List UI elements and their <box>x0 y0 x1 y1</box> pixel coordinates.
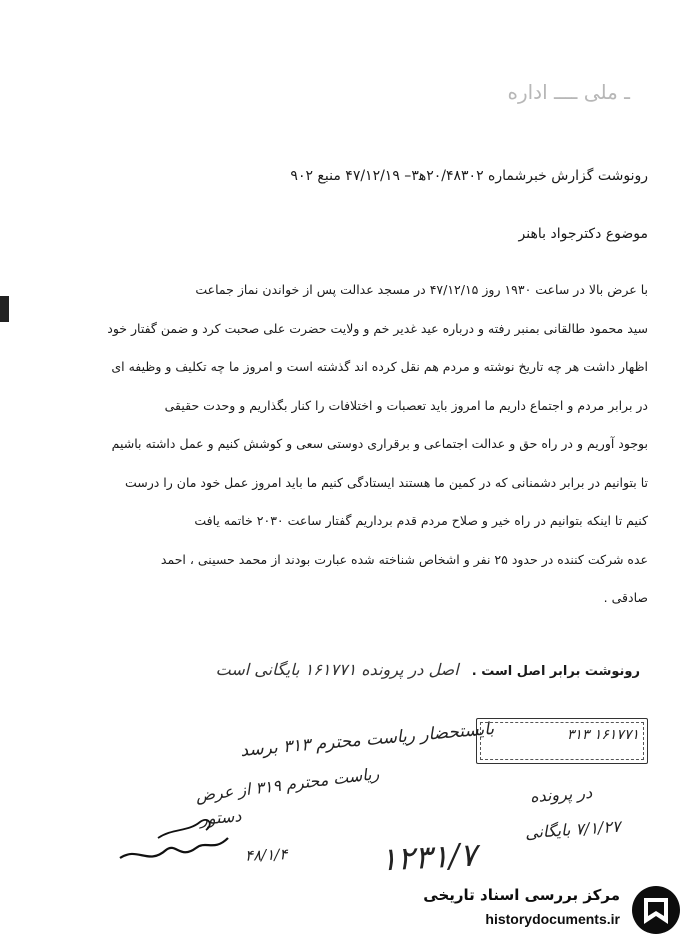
body-line: عده شرکت کننده در حدود ۲۵ نفر و اشخاص شناخته شده عبارت بودند از محمد حسینی ، احمد <box>160 551 648 567</box>
archive-org-name: مرکز بررسی اسناد تاریخی <box>423 886 620 904</box>
page-edge-mark <box>0 290 14 330</box>
body-line: در برابر مردم و اجتماع داریم ما امروز باید تعصبات و اختلافات را کنار بگذاریم و وحدت حقیقی <box>164 397 648 413</box>
body-line: صادقی . <box>603 590 648 605</box>
handwritten-note: ریاست محترم ۳۱۹ از عرض <box>194 763 381 806</box>
handwritten-note: دستور <box>199 806 243 829</box>
archive-website: historydocuments.ir <box>485 911 620 927</box>
handwritten-note: بایستحضار ریاست محترم ۳۱۳ برسد <box>239 718 495 762</box>
body-line: سید محمود طالقانی بمنبر رفته و درباره عید غدیر خم و ولایت حضرت علی صحبت کرد و ضمن گفتار خود <box>107 320 648 336</box>
copy-certification-handwritten: اصل در پرونده ۱۶۱۷۷۱ بایگانی است <box>215 660 459 679</box>
handwritten-number: ۱۲۳۱/۷ <box>379 835 478 879</box>
report-subject: موضوع دکترجواد باهنر <box>518 226 648 242</box>
copy-certification <box>216 660 640 679</box>
copy-certification-label: رونوشت برابر اصل است . <box>471 664 640 679</box>
signature-mark <box>118 808 238 868</box>
stamp-text: ۱۶۱۷۷۱ ۳۱۳ <box>566 727 639 743</box>
handwritten-note: در پرونده <box>529 782 593 807</box>
archive-logo-icon <box>630 884 682 936</box>
body-line: بوجود آوریم و در راه حق و عدالت اجتماعی و برقراری دوستی سعی و کوشش کنیم و عمل داشته باشیم <box>111 436 648 451</box>
body-line: با عرض بالا در ساعت ۱۹۳۰ روز ۴۷/۱۲/۱۵ در مسجد عدالت پس از خواندن نماز جماعت <box>195 282 648 297</box>
archive-stamp <box>476 718 648 764</box>
handwritten-note: ۷/۱/۲۷ بایگانی <box>524 816 622 843</box>
archive-footer <box>382 884 682 936</box>
body-line: تا بتوانیم در برابر دشمنانی که در کمین ما هستند ایستادگی کنیم ما باید امروز عمل خود مان را درست <box>124 474 648 490</box>
body-line: اظهار داشت هر چه تاریخ نوشته و مردم هم نقل کرده اند گذشته است و امروز ما چه تکلیف و وظیفه ای <box>111 359 648 374</box>
report-body <box>48 280 648 627</box>
body-line: کنیم تا اینکه بتوانیم در راه خیر و صلاح مردم قدم برداریم گفتار ساعت ۲۰۳۰ خاتمه یافت <box>194 513 648 528</box>
handwritten-date: ۴۸/۱/۴ <box>244 845 288 865</box>
report-heading: رونوشت گزارش خبرشماره ۲۰/۴۸۳۰۲ه‍۳– ۴۷/۱۲/۱۹ منبع ۹۰۲ <box>290 168 648 184</box>
header-scrawl: ـ ملی ــــ اداره <box>507 80 630 104</box>
